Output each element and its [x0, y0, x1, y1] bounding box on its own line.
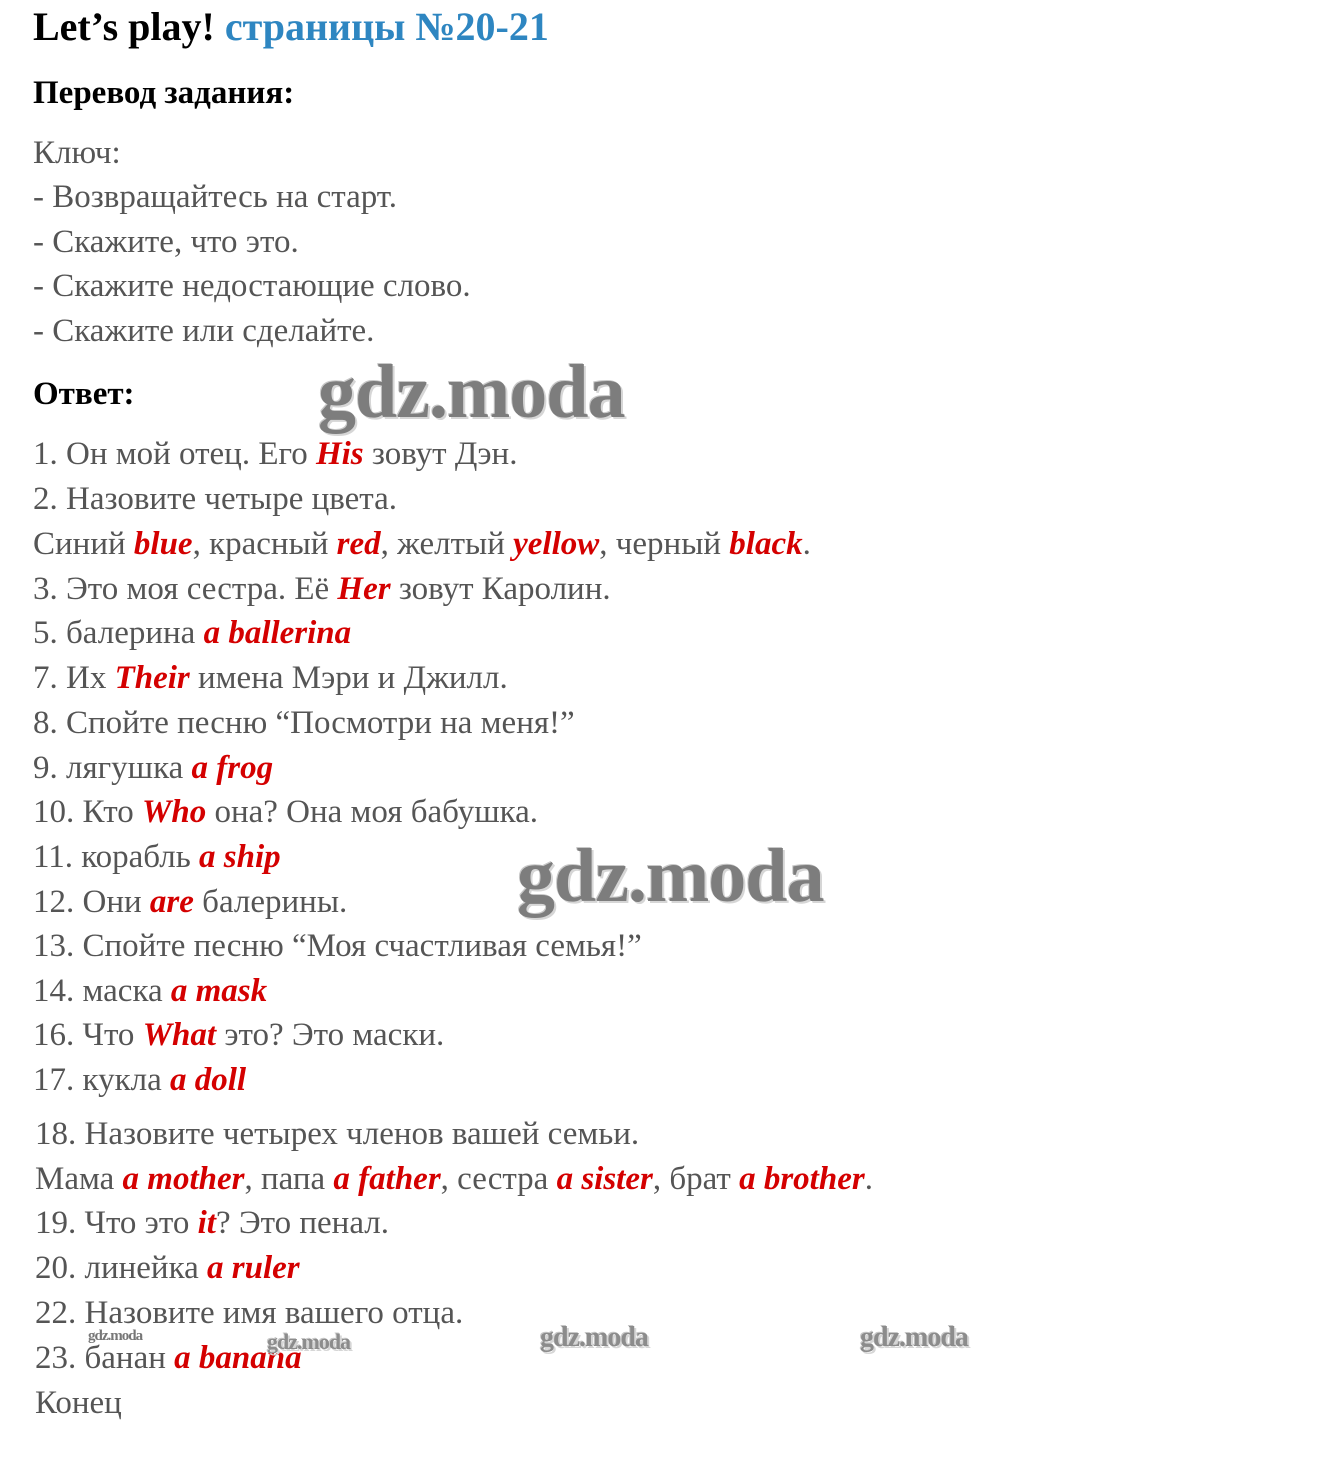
- answer-text: , красный: [192, 526, 337, 562]
- answer-line: [33, 1015, 444, 1055]
- answer-line: [33, 792, 538, 832]
- answer-word: yellow: [513, 526, 600, 562]
- translation-heading: Перевод задания:: [33, 75, 295, 111]
- answer-line: [33, 748, 273, 788]
- answer-line: [33, 434, 517, 474]
- answer-word: red: [336, 526, 381, 562]
- answer-text: 23. банан: [35, 1340, 175, 1376]
- key-line: Ключ:: [33, 135, 121, 171]
- answer-text: 5. балерина: [33, 615, 204, 651]
- answer-word: Their: [114, 660, 190, 696]
- answer-word: a frog: [191, 750, 274, 786]
- answer-line: [33, 658, 508, 698]
- answer-line: [33, 613, 351, 653]
- answer-text: , черный: [599, 526, 730, 562]
- answer-line: [33, 524, 811, 564]
- answer-text: зовут Каролин.: [390, 571, 611, 607]
- answer-text: 14. маска: [33, 973, 171, 1009]
- key-line: - Скажите, что это.: [33, 224, 299, 260]
- answer-line: [33, 926, 642, 966]
- answer-text: 13. Спойте песню “Моя счастливая семья!”: [33, 928, 642, 964]
- answer-text: 11. корабль: [33, 839, 200, 875]
- answer-text: , сестра: [440, 1161, 557, 1197]
- answer-word: a doll: [169, 1062, 247, 1098]
- answer-text: 9. лягушка: [33, 750, 192, 786]
- key-line: - Возвращайтесь на старт.: [33, 179, 397, 215]
- answer-text: ? Это пенал.: [215, 1205, 389, 1241]
- answer-text: .: [802, 526, 811, 562]
- answer-word: a father: [333, 1161, 441, 1197]
- answer-text: Конец: [35, 1385, 122, 1421]
- answer-text: это? Это маски.: [216, 1017, 445, 1053]
- watermark-logo: gdz.moda: [860, 1322, 968, 1353]
- answer-word: Her: [337, 571, 391, 607]
- answer-text: 7. Их: [33, 660, 115, 696]
- answer-line: [33, 479, 397, 519]
- answer-word: a mask: [170, 973, 268, 1009]
- answer-word: a banana: [174, 1340, 302, 1376]
- answer-line: [33, 569, 611, 609]
- watermark-logo: gdz.moda: [540, 1322, 648, 1353]
- key-line: - Скажите или сделайте.: [33, 313, 375, 349]
- answer-line: [33, 971, 267, 1011]
- answer-text: , желтый: [380, 526, 514, 562]
- watermark-logo: gdz.moda: [318, 350, 625, 434]
- answer-text: 18. Назовите четырех членов вашей семьи.: [35, 1116, 640, 1152]
- answer-word: blue: [133, 526, 193, 562]
- answer-text: , папа: [244, 1161, 334, 1197]
- answer-word: black: [729, 526, 803, 562]
- answer-word: a ballerina: [203, 615, 352, 651]
- answer-text: Мама: [35, 1161, 123, 1197]
- answer-text: .: [864, 1161, 873, 1197]
- answer-line: [35, 1114, 639, 1154]
- answer-line: [33, 1060, 246, 1100]
- answer-line: [35, 1159, 873, 1199]
- answer-line: [33, 703, 575, 743]
- answer-text: 20. линейка: [35, 1250, 208, 1286]
- answer-line: [35, 1203, 389, 1243]
- answer-word: a mother: [122, 1161, 245, 1197]
- answer-text: 10. Кто: [33, 794, 142, 830]
- answer-line: [35, 1338, 302, 1378]
- answer-text: 17. кукла: [33, 1062, 170, 1098]
- answer-word: a sister: [556, 1161, 653, 1197]
- answer-text: 19. Что это: [35, 1205, 198, 1241]
- answer-line: [33, 837, 281, 877]
- title-main: Let’s play!: [33, 4, 215, 49]
- answer-line: [35, 1383, 122, 1423]
- watermark-logo: gdz.moda: [517, 834, 824, 918]
- page-title: [33, 4, 549, 50]
- title-pages: страницы №20-21: [224, 4, 549, 49]
- watermark-logo: gdz.moda: [267, 1329, 351, 1354]
- answer-word: it: [197, 1205, 216, 1241]
- answer-word: What: [142, 1017, 217, 1053]
- answer-text: зовут Дэн.: [363, 436, 518, 472]
- answer-word: a ship: [199, 839, 281, 875]
- key-line: - Скажите недостающие слово.: [33, 268, 471, 304]
- watermark-logo: gdz.moda: [88, 1328, 143, 1344]
- answer-heading: Ответ:: [33, 376, 135, 412]
- answer-text: 3. Это моя сестра. Её: [33, 571, 338, 607]
- answer-word: His: [315, 436, 364, 472]
- answer-line: [33, 882, 347, 922]
- answer-text: 16. Что: [33, 1017, 143, 1053]
- answer-text: она? Она моя бабушка.: [206, 794, 539, 830]
- answer-text: , брат: [652, 1161, 740, 1197]
- answer-text: 1. Он мой отец. Его: [33, 436, 316, 472]
- answer-text: балерины.: [193, 884, 348, 920]
- answer-text: имена Мэри и Джилл.: [189, 660, 508, 696]
- answer-word: Who: [142, 794, 207, 830]
- answer-word: are: [149, 884, 194, 920]
- answer-word: a ruler: [207, 1250, 300, 1286]
- answer-text: 12. Они: [33, 884, 150, 920]
- answer-word: a brother: [739, 1161, 865, 1197]
- answer-line: [35, 1248, 300, 1288]
- answer-line: [35, 1293, 463, 1333]
- answer-text: 2. Назовите четыре цвета.: [33, 481, 398, 517]
- answer-text: 22. Назовите имя вашего отца.: [35, 1295, 464, 1331]
- answer-text: Синий: [33, 526, 134, 562]
- answer-text: 8. Спойте песню “Посмотри на меня!”: [33, 705, 575, 741]
